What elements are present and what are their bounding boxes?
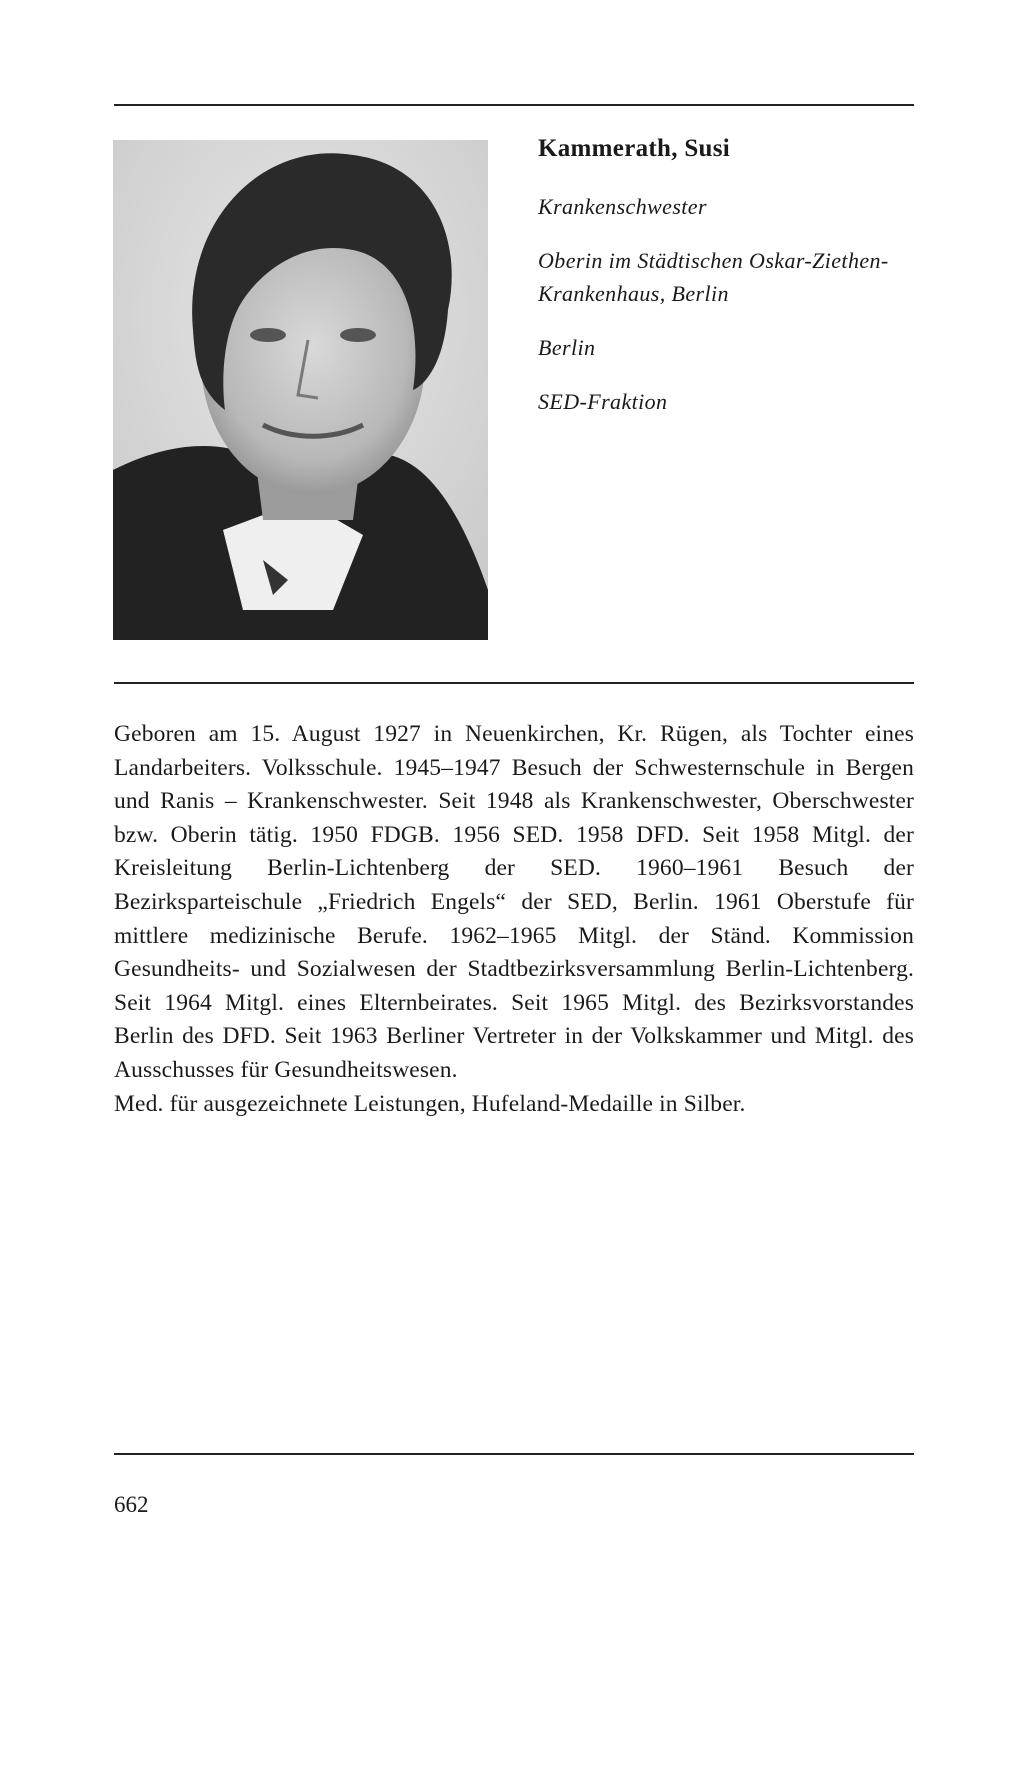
profession: Krankenschwester	[538, 194, 707, 219]
person-name: Kammerath, Susi	[538, 135, 730, 162]
bottom-rule	[114, 1453, 914, 1455]
constituency: Berlin	[538, 335, 596, 360]
top-rule	[114, 104, 914, 106]
biography	[114, 718, 914, 1121]
portrait-photo	[113, 140, 488, 640]
biography-text: Geboren am 15. August 1927 in Neuenkirchen, Kr. Rügen, als Tochter eines Landarbeiters. Volksschule. 1945–1947 Besuch der Schwesternschule in Bergen und Ranis – Krankenschwester. Seit 1948 als Krankenschwester, Oberschwester bzw. Oberin tätig. 1950 FDGB. 1956 SED. 1958 DFD. Seit 1958 Mitgl. der Kreisleitung Berlin-Lichtenberg der SED. 1960–1961 Besuch der Bezirksparteischule „Friedrich Engels“ der SED, Berlin. 1961 Oberstufe für mittlere medizinische Berufe. 1962–1965 Mitgl. der Ständ. Kommission Gesundheits- und Sozialwesen der Stadtbezirksversammlung Berlin-Lichtenberg. Seit 1964 Mitgl. eines Elternbeirates. Seit 1965 Mitgl. des Bezirksvorstandes Berlin des DFD. Seit 1963 Berliner Vertreter in der Volkskammer und Mitgl. des Ausschusses für Gesundheitswesen.	[114, 721, 914, 1083]
middle-rule	[114, 682, 914, 684]
page-number: 662	[114, 1492, 149, 1517]
awards-text: Med. für ausgezeichnete Leistungen, Hufeland-Medaille in Silber.	[114, 1090, 746, 1117]
faction: SED-Fraktion	[538, 389, 668, 414]
portrait-image	[113, 140, 488, 640]
position: Oberin im Städtischen Oskar-Ziethen-Krankenhaus, Berlin	[538, 248, 889, 306]
entry-header	[538, 134, 918, 439]
